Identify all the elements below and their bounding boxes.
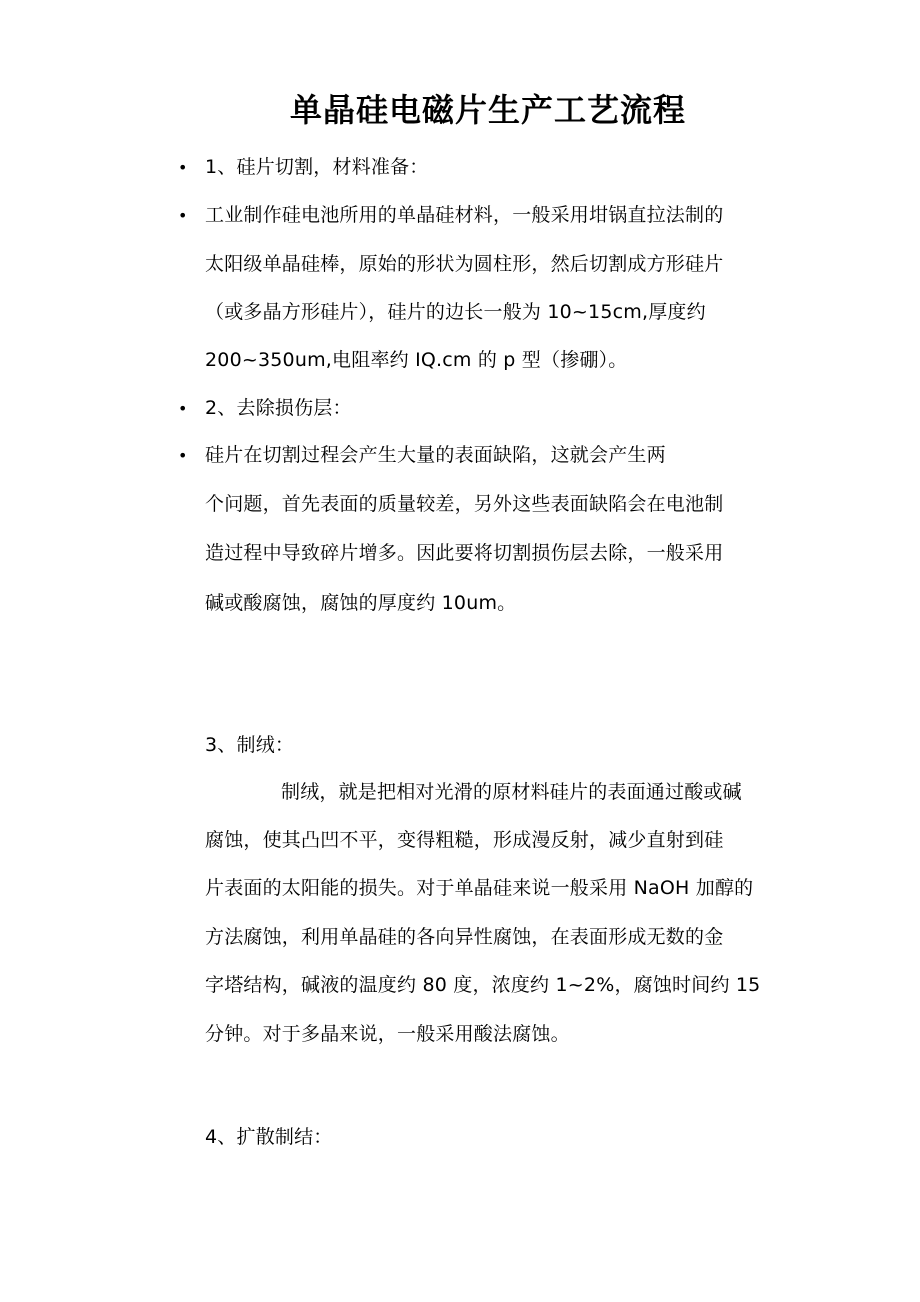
section-3-body-line: 腐蚀，使其凸凹不平，变得粗糙，形成漫反射，减少直射到硅 [205,829,724,851]
section-1-heading: 1、硅片切割，材料准备： [205,156,429,178]
section-3-body-line: 片表面的太阳能的损失。对于单晶硅来说一般采用 NaOH 加醇的 [205,877,754,899]
section-3-body-line: 方法腐蚀，利用单晶硅的各向异性腐蚀，在表面形成无数的金 [205,926,724,948]
bullet-marker: • [178,399,188,418]
section-2-body-line: 碱或酸腐蚀，腐蚀的厚度约 10um。 [205,592,517,614]
section-3-heading: 3、制绒： [205,734,295,756]
bullet-marker: • [178,446,188,465]
section-1-body-line: 工业制作硅电池所用的单晶硅材料，一般采用坩锅直拉法制的 [205,204,724,226]
section-4-heading: 4、扩散制结： [205,1126,333,1148]
section-2-body-line: 硅片在切割过程会产生大量的表面缺陷，这就会产生两 [205,444,666,466]
section-3-body-line: 制绒，就是把相对光滑的原材料硅片的表面通过酸或碱 [281,781,742,803]
bullet-marker: • [178,158,188,177]
bullet-marker: • [178,206,188,225]
section-2-heading: 2、去除损伤层： [205,397,352,419]
section-1-body-line: 太阳级单晶硅棒，原始的形状为圆柱形，然后切割成方形硅片 [205,253,724,275]
section-1-body-line: （或多晶方形硅片），硅片的边长一般为 10~15cm,厚度约 [205,301,706,323]
section-2-body-line: 造过程中导致碎片增多。因此要将切割损伤层去除，一般采用 [205,542,724,564]
section-3-body-line: 分钟。对于多晶来说，一般采用酸法腐蚀。 [205,1023,570,1045]
document-title: 单晶硅电磁片生产工艺流程 [289,91,686,129]
section-3-body-line: 字塔结构，碱液的温度约 80 度，浓度约 1~2%，腐蚀时间约 15 [205,974,761,996]
section-1-body-line: 200~350um,电阻率约 IQ.cm 的 p 型（掺硼）。 [205,349,628,371]
section-2-body-line: 个问题，首先表面的质量较差，另外这些表面缺陷会在电池制 [205,493,724,515]
